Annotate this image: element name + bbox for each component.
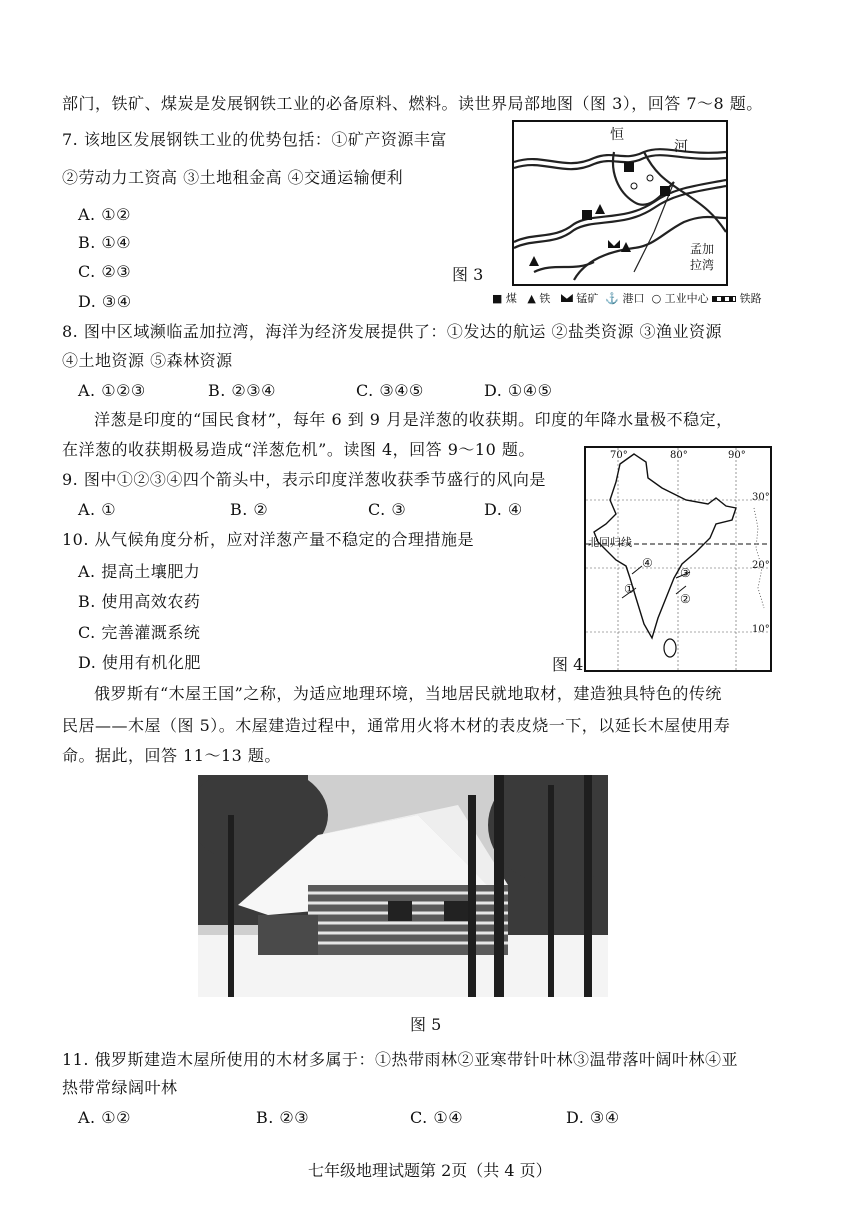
q9-option-b: B. ② — [230, 500, 269, 519]
fig4-map — [584, 446, 772, 672]
fig4-lon-70: 70° — [610, 450, 628, 461]
q11-option-b: B. ②③ — [256, 1108, 310, 1127]
log-cabin-photo — [198, 775, 608, 997]
fig4-lat-30: 30° — [752, 492, 770, 503]
q8-option-c: C. ③④⑤ — [356, 381, 424, 400]
fig3-river-label-1: 恒 — [610, 127, 624, 143]
fig4-lon-90: 90° — [728, 450, 746, 461]
q11-option-d: D. ③④ — [566, 1108, 620, 1127]
onion-para-line-1: 洋葱是印度的“国民食材”，每年 6 到 9 月是洋葱的收获期。印度的年降水量极不稳定， — [94, 410, 733, 429]
q7-option-b: B. ①④ — [78, 233, 132, 252]
fig3-legend — [492, 290, 762, 306]
manganese-icon — [561, 294, 573, 302]
fig4-arrow-3: ③ — [680, 566, 691, 580]
page-footer: 七年级地理试题第 2页（共 4 页） — [308, 1161, 552, 1180]
russia-para-line-1: 俄罗斯有“木屋王国”之称，为适应地理环境，当地居民就地取材，建造独具特色的传统 — [94, 684, 722, 703]
onion-para-line-2: 在洋葱的收获期极易造成“洋葱危机”。读图 4，回答 9～10 题。 — [62, 440, 535, 459]
fig3-bay-label-2: 拉湾 — [690, 258, 715, 272]
fig4-lat-20: 20° — [752, 560, 770, 571]
fig4-arrow-4: ④ — [642, 556, 653, 570]
q10-stem: 10. 从气候角度分析，应对洋葱产量不稳定的合理措施是 — [62, 530, 475, 549]
q10-option-d: D. 使用有机化肥 — [78, 653, 201, 672]
legend-port: ⚓ 港口 — [605, 292, 645, 305]
legend-iron: ▲ 铁 — [527, 292, 551, 305]
q9-stem: 9. 图中①②③④四个箭头中，表示印度洋葱收获季节盛行的风向是 — [62, 470, 546, 489]
fig4-arrow-2: ② — [680, 592, 691, 606]
q7-stem: 7. 该地区发展钢铁工业的优势包括：①矿产资源丰富 — [62, 130, 447, 149]
q8-option-b: B. ②③④ — [208, 381, 276, 400]
fig4-tropic-label: 北回归线 — [588, 536, 632, 549]
q11-option-c: C. ①④ — [410, 1108, 464, 1127]
q8-option-a: A. ①②③ — [78, 381, 146, 400]
q11-stem: 11. 俄罗斯建造木屋所使用的木材多属于：①热带雨林②亚寒带针叶林③温带落叶阔叶林④亚 — [62, 1050, 739, 1069]
q8-stem-2: ④土地资源 ⑤森林资源 — [62, 351, 233, 370]
fig5-label: 图 5 — [410, 1015, 442, 1034]
fig3-bay-label-1: 孟加 — [690, 242, 715, 256]
q7-option-a: A. ①② — [78, 205, 131, 224]
q10-option-b: B. 使用高效农药 — [78, 592, 201, 611]
q8-stem: 8. 图中区域濒临孟加拉湾，海洋为经济发展提供了：①发达的航运 ②盐类资源 ③渔业资源 — [62, 322, 723, 341]
log-cabin-illustration — [198, 775, 608, 997]
fig4-lat-10: 10° — [752, 624, 770, 635]
fig3-river-label-2: 河 — [674, 139, 688, 155]
fig3-map — [512, 120, 728, 286]
fig4-map-drawing — [586, 448, 770, 670]
railway-icon — [712, 296, 736, 302]
legend-manganese: 锰矿 — [576, 292, 599, 305]
russia-para-line-2: 民居——木屋（图 5）。木屋建造过程中，通常用火将木材的表皮烧一下，以延长木屋使用寿 — [62, 716, 731, 735]
q7-option-c: C. ②③ — [78, 262, 132, 281]
q9-option-a: A. ① — [78, 500, 117, 519]
legend-industrial-center: ○ 工业中心 — [651, 292, 709, 305]
q11-stem-2: 热带常绿阔叶林 — [62, 1078, 178, 1097]
intro-line: 部门，铁矿、煤炭是发展钢铁工业的必备原料、燃料。读世界局部地图（图 3），回答 7～8 题。 — [62, 94, 763, 113]
q9-option-d: D. ④ — [484, 500, 523, 519]
fig3-label: 图 3 — [452, 265, 484, 284]
q7-option-d: D. ③④ — [78, 292, 132, 311]
fig4-label: 图 4 — [552, 655, 584, 674]
q11-option-a: A. ①② — [78, 1108, 131, 1127]
legend-coal: ■ 煤 — [492, 292, 517, 305]
q10-option-a: A. 提高土壤肥力 — [78, 562, 201, 581]
q8-option-d: D. ①④⑤ — [484, 381, 553, 400]
russia-para-line-3: 命。据此，回答 11～13 题。 — [62, 746, 281, 765]
fig4-arrow-1: ① — [624, 582, 635, 596]
q7-stem-2: ②劳动力工资高 ③土地租金高 ④交通运输便利 — [62, 168, 404, 187]
fig4-lon-80: 80° — [670, 450, 688, 461]
q9-option-c: C. ③ — [368, 500, 407, 519]
q10-option-c: C. 完善灌溉系统 — [78, 623, 201, 642]
legend-railway: 铁路 — [739, 292, 762, 305]
